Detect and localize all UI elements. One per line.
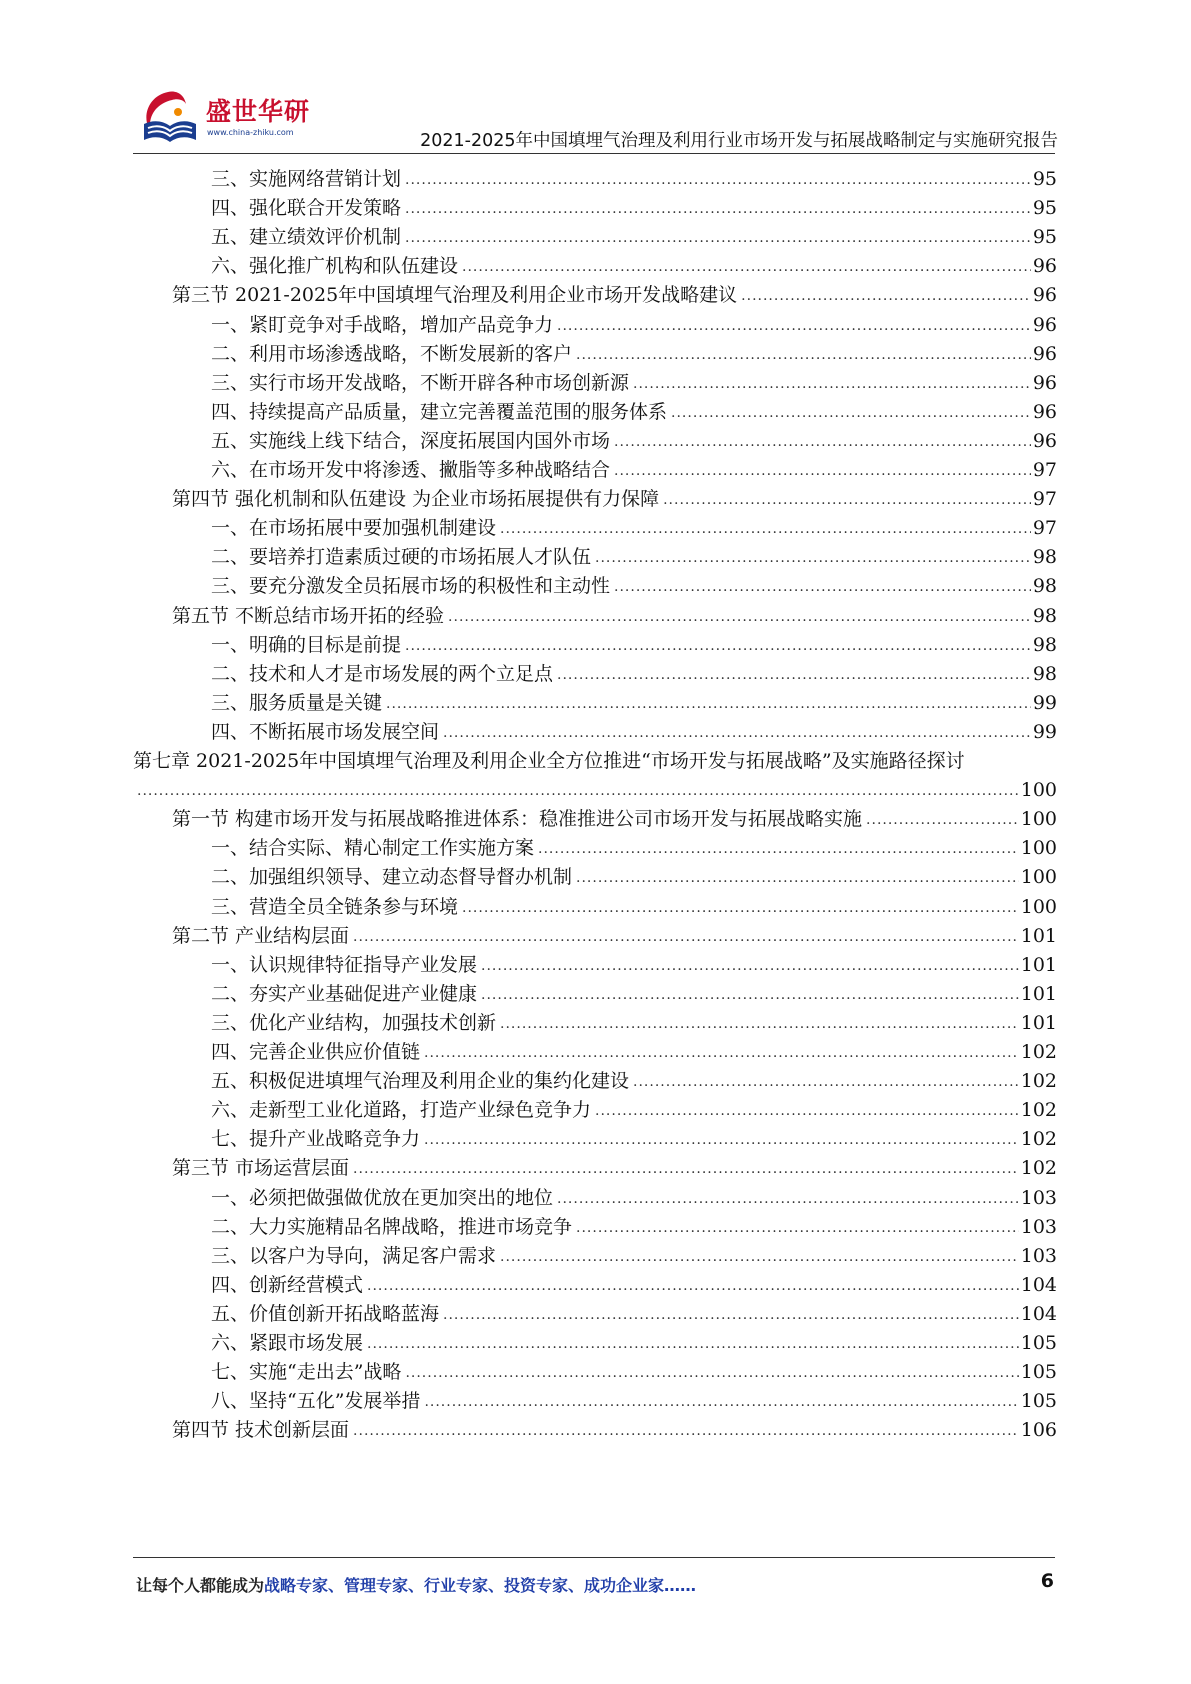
toc-entry-title: 一、认识规律特征指导产业发展 [211,953,478,976]
toc-page-number: 101 [1020,1011,1057,1034]
toc-page-number: 96 [1032,371,1057,394]
toc-entry-title: 六、走新型工业化道路，打造产业绿色竞争力 [211,1099,592,1122]
dot-leader [500,1246,1019,1268]
header-divider [133,153,1055,154]
dot-leader [557,664,1031,686]
dot-leader [538,838,1019,860]
dot-leader [633,373,1031,395]
logo-text: 盛世华研 [206,97,311,126]
page-number: 6 [1040,1570,1054,1592]
toc-item-row[interactable] [211,626,1057,657]
toc-entry-title: 第一节 构建市场开发与拓展战略推进体系：稳准推进公司市场开发与拓展战略实施 [172,808,863,831]
toc-entry-title: 六、紧跟市场发展 [211,1332,364,1354]
toc-item-row[interactable] [211,247,1057,278]
toc-page-number: 96 [1032,342,1057,365]
dot-leader [443,722,1031,744]
toc-entry-title: 三、优化产业结构，加强技术创新 [211,1011,497,1034]
toc-item-row[interactable] [211,189,1057,220]
dot-leader [663,489,1031,511]
toc-item-row[interactable] [211,393,1057,424]
toc-page-number: 96 [1032,255,1057,278]
dot-leader [137,780,1019,802]
toc-item-row[interactable] [211,160,1057,191]
logo-url: www.china-zhiku.com [207,128,294,137]
dot-leader [353,926,1019,948]
toc-page-number: 95 [1032,226,1057,249]
toc-page-number: 99 [1032,720,1057,743]
toc-item-row[interactable] [211,1208,1057,1239]
dot-leader [595,547,1031,569]
dot-leader [405,198,1031,220]
toc-entry-title: 三、营造全员全链条参与环境 [211,895,459,918]
toc-entry-title: 七、提升产业战略竞争力 [211,1128,421,1151]
toc-page-number: 97 [1032,488,1057,511]
toc-entry-title: 三、实行市场开发战略，不断开辟各种市场创新源 [211,371,630,394]
dot-leader [633,1071,1019,1093]
toc-entry-title: 第七章 2021-2025年中国填埋气治理及利用企业全方位推进“市场开发与拓展战略”及实施路径探讨 [133,750,965,772]
toc-entry-title: 四、创新经营模式 [211,1273,364,1296]
toc-item-row[interactable] [211,829,1057,860]
toc-page-number: 95 [1032,197,1057,220]
toc-item-row[interactable] [211,858,1057,889]
dot-leader [462,897,1019,919]
toc-entry-title: 八、坚持“五化”发展举措 [211,1390,421,1413]
toc-entry-title: 一、紧盯竞争对手战略，增加产品竞争力 [211,313,554,336]
footer-slogan-highlight: 战略专家、管理专家、行业专家、投资专家、成功企业家…… [264,1576,697,1595]
toc-section-row[interactable] [172,1411,1057,1442]
toc-page-number: 102 [1020,1070,1057,1093]
toc-item-row[interactable] [211,1353,1057,1384]
toc-page-number: 100 [1020,779,1057,802]
toc-entry-title: 一、明确的目标是前提 [211,633,402,656]
toc-item-row[interactable] [211,946,1057,977]
toc-item-row[interactable] [211,509,1057,540]
toc-page-number: 98 [1032,662,1057,685]
dot-leader [614,431,1031,453]
footer-slogan [136,1573,696,1596]
toc-page-number: 101 [1020,924,1057,947]
toc-entry-title: 第三节 2021-2025年中国填埋气治理及利用企业市场开发战略建议 [172,284,738,307]
toc-item-row[interactable] [211,306,1057,337]
toc-entry-title: 五、实施线上线下结合，深度拓展国内国外市场 [211,429,611,452]
toc-item-row[interactable] [211,1295,1057,1326]
toc-entry-title: 一、必须把做强做优放在更加突出的地位 [211,1186,554,1209]
toc-page-number: 106 [1020,1419,1057,1442]
toc-page-number: 98 [1032,575,1057,598]
dot-leader [405,169,1031,191]
dot-leader [424,1391,1018,1413]
footer-slogan-prefix: 让每个人都能成为 [136,1576,265,1595]
toc-item-row[interactable] [211,1033,1057,1064]
toc-item-row[interactable] [211,335,1057,366]
dot-leader [671,402,1031,424]
toc-item-row[interactable] [211,1004,1057,1035]
page-header [0,0,1191,150]
toc-page-number: 105 [1020,1332,1057,1354]
dot-leader [353,1158,1019,1180]
toc-page-number: 100 [1020,866,1057,889]
toc-section-row[interactable] [172,800,1057,831]
toc-entry-title: 二、技术和人才是市场发展的两个立足点 [211,662,554,685]
dot-leader [386,693,1031,715]
toc-page-number: 105 [1020,1361,1057,1384]
toc-entry-title: 六、在市场开发中将渗透、撇脂等多种战略结合 [211,459,611,481]
toc-entry-title: 五、价值创新开拓战略蓝海 [211,1302,440,1325]
toc-item-row[interactable] [211,1237,1057,1268]
toc-entry-title: 三、要充分激发全员拓展市场的积极性和主动性 [211,575,611,598]
dot-leader [367,1275,1019,1297]
toc-entry-title: 一、在市场拓展中要加强机制建设 [211,517,497,540]
dot-leader [576,867,1019,889]
toc-item-row[interactable] [211,1120,1057,1151]
dot-leader [741,285,1031,307]
toc-item-row[interactable] [211,422,1057,453]
toc-page-number: 105 [1020,1390,1057,1413]
dot-leader [462,256,1031,278]
toc-chapter-row[interactable] [133,742,1057,773]
toc-page-number: 98 [1032,546,1057,569]
toc-page-number: 98 [1032,633,1057,656]
toc-page-number: 99 [1032,691,1057,714]
toc-page-number: 101 [1020,953,1057,976]
toc-section-row[interactable] [172,1149,1057,1180]
toc-entry-title: 三、以客户为导向，满足客户需求 [211,1244,497,1267]
dot-leader [576,1217,1019,1239]
toc-entry-title: 二、加强组织领导、建立动态督导督办机制 [211,866,573,889]
toc-entry-title: 五、建立绩效评价机制 [211,226,402,249]
toc-entry-title: 五、积极促进填埋气治理及利用企业的集约化建设 [211,1070,630,1093]
toc-section-row[interactable] [172,276,1057,307]
dot-leader [405,1362,1018,1384]
toc-page-number: 100 [1020,808,1057,831]
toc-page-number: 96 [1032,284,1057,307]
toc-page-number: 103 [1020,1215,1057,1238]
dot-leader [500,518,1031,540]
toc-entry-title: 六、强化推广机构和队伍建设 [211,255,459,278]
dot-leader [576,344,1031,366]
toc-entry-title: 一、结合实际、精心制定工作实施方案 [211,837,535,860]
toc-page-number: 100 [1020,837,1057,860]
toc-entry-title: 四、持续提高产品质量，建立完善覆盖范围的服务体系 [211,400,668,423]
toc-item-row[interactable] [211,1382,1057,1413]
toc-page-number: 98 [1032,604,1057,627]
toc-page-number: 96 [1032,313,1057,336]
toc-page-number: 101 [1020,982,1057,1005]
dot-leader [367,1333,1019,1355]
dot-leader [481,955,1019,977]
dot-leader [353,1420,1019,1442]
toc-entry-title: 七、实施“走出去”战略 [211,1361,402,1384]
toc-item-row[interactable] [211,1324,1057,1355]
toc-page-number: 102 [1020,1041,1057,1063]
toc-page-number: 100 [1020,895,1057,918]
toc-page-number: 102 [1020,1128,1057,1151]
footer-divider [133,1557,1055,1558]
dot-leader [866,809,1019,831]
toc-entry-title: 四、完善企业供应价值链 [211,1041,421,1063]
toc-entry-title: 二、利用市场渗透战略，不断发展新的客户 [211,342,573,365]
toc-entry-title: 四、不断拓展市场发展空间 [211,720,440,743]
toc-section-row[interactable] [172,597,1057,628]
toc-entry-title: 四、强化联合开发策略 [211,197,402,220]
toc-entry-title: 第四节 技术创新层面 [172,1419,350,1442]
toc-item-row[interactable] [211,684,1057,715]
toc-entry-title: 第四节 强化机制和队伍建设 为企业市场拓展提供有力保障 [172,488,660,511]
dot-leader [557,1188,1019,1210]
toc-page-number: 97 [1032,459,1057,481]
toc-page-number: 102 [1020,1099,1057,1122]
toc-item-row[interactable] [211,538,1057,569]
toc-entry-title: 第五节 不断总结市场开拓的经验 [172,604,445,627]
dot-leader [405,227,1031,249]
toc-item-row[interactable] [211,1062,1057,1093]
toc-page-number: 103 [1020,1186,1057,1209]
toc-entry-title: 三、实施网络营销计划 [211,168,402,190]
toc-item-row[interactable] [211,888,1057,919]
toc-item-row[interactable] [211,364,1057,395]
toc-entry-title: 第二节 产业结构层面 [172,924,350,947]
dot-leader [614,576,1031,598]
toc-item-row[interactable] [211,1179,1057,1210]
dot-leader [500,1013,1019,1035]
dot-leader [443,1304,1019,1326]
toc-section-row[interactable] [172,917,1057,948]
dot-leader [424,1129,1019,1151]
toc-entry-title: 第三节 市场运营层面 [172,1157,350,1180]
toc-entry-title: 二、要培养打造素质过硬的市场拓展人才队伍 [211,546,592,569]
toc-item-row[interactable] [211,975,1057,1006]
toc-item-row[interactable] [211,1091,1057,1122]
toc-section-row[interactable] [172,480,1057,511]
toc-item-row[interactable] [211,451,1057,482]
toc-entry-title: 二、夯实产业基础促进产业健康 [211,982,478,1005]
toc-item-row[interactable] [211,218,1057,249]
dot-leader [557,315,1031,337]
dot-leader [481,984,1019,1006]
dot-leader [595,1100,1019,1122]
toc-entry-title: 二、大力实施精品名牌战略，推进市场竞争 [211,1215,573,1238]
toc-page-number: 96 [1032,400,1057,423]
dot-leader [614,460,1031,482]
toc-page-number: 103 [1020,1244,1057,1267]
report-title: 2021-2025年中国填埋气治理及利用行业市场开发与拓展战略制定与实施研究报告 [420,131,1058,151]
toc-page-number: 104 [1020,1302,1057,1325]
dot-leader [405,635,1031,657]
toc-page-number: 95 [1032,168,1057,190]
toc-page-number: 104 [1020,1273,1057,1296]
toc-item-row[interactable] [211,713,1057,744]
toc-item-row[interactable] [211,567,1057,598]
toc-chapter-row[interactable] [133,771,1057,802]
dot-leader [424,1042,1019,1064]
toc-page-number: 96 [1032,429,1057,452]
toc-page-number: 97 [1032,517,1057,540]
toc-item-row[interactable] [211,655,1057,686]
dot-leader [448,606,1031,628]
toc-item-row[interactable] [211,1266,1057,1297]
toc-entry-title: 三、服务质量是关键 [211,691,383,714]
toc-page-number: 102 [1020,1157,1057,1180]
